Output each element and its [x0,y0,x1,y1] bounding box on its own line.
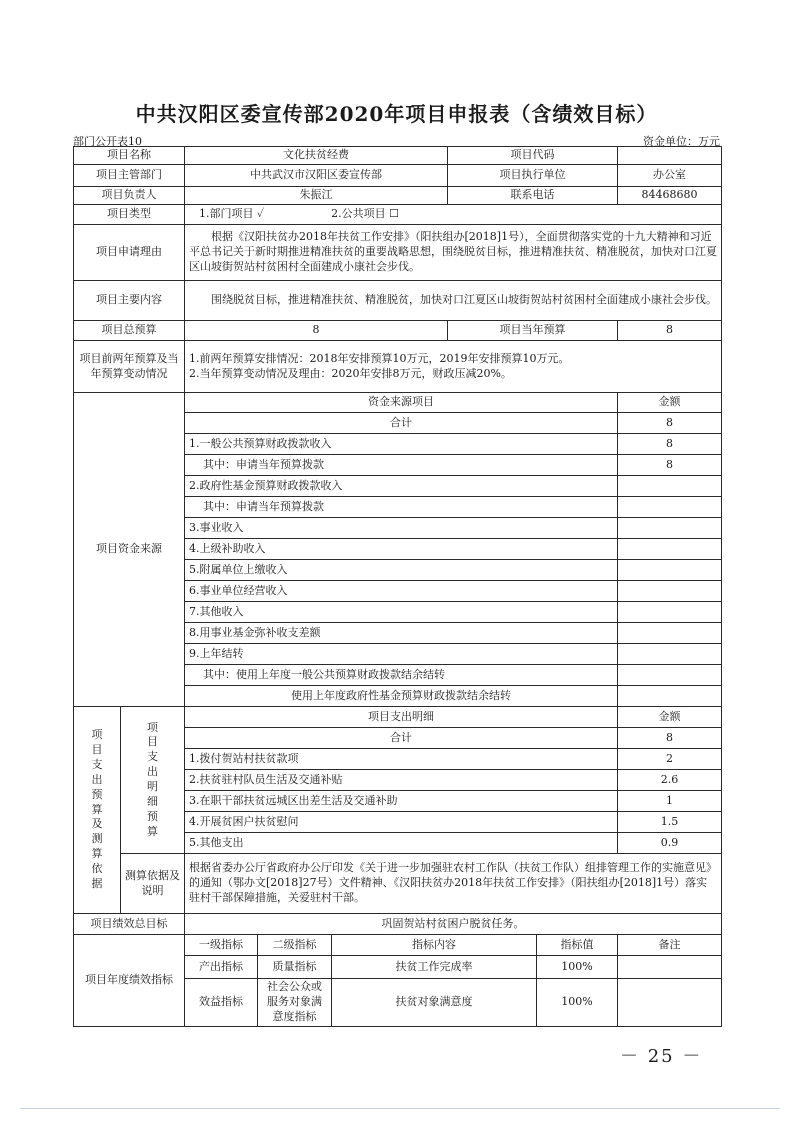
funding-item: 其中：使用上年度一般公共预算财政拨款结余结转 [185,665,618,686]
indicator-note [618,956,722,979]
value-total-budget: 8 [185,321,448,341]
indicator-header: 二级指标 [258,935,332,956]
funding-item: 合计 [185,413,618,434]
indicator-level2: 质量指标 [258,956,332,979]
funding-header-amount: 金额 [618,393,722,413]
expense-item: 合计 [185,728,618,749]
value-project-name: 文化扶贫经费 [185,147,448,165]
label-basis: 测算依据及说明 [121,854,185,914]
row-project-name [74,147,722,165]
label-year-budget: 项目当年预算 [448,321,618,341]
label-funding: 项目资金来源 [74,393,185,707]
indicator-note [618,979,722,1027]
indicator-content: 扶贫工作完成率 [332,956,537,979]
funding-amount [618,518,722,539]
funding-item: 3.事业收入 [185,518,618,539]
footer-divider [20,1108,780,1109]
expense-item: 3.在职干部扶贫远城区出差生活及交通补助 [185,791,618,812]
indicator-level2: 社会公众或服务对象满意度指标 [258,979,332,1027]
value-basis: 根据省委办公厅省政府办公厅印发《关于进一步加强驻农村工作队（扶贫工作队）组排管理工作的实施意见》的通知（鄂办文[2018]27号）文件精神、《汉阳扶贫办2018年扶贫工作安排》（阳扶组办[2018]1号）落实驻村干部保障措施，关爱驻村干部。 [185,854,722,914]
label-change: 项目前两年预算及当年预算变动情况 [74,341,185,393]
expense-amount: 2 [618,749,722,770]
funding-item: 4.上级补助收入 [185,539,618,560]
indicator-header: 指标值 [537,935,618,956]
funding-amount [618,539,722,560]
value-year-budget: 8 [618,321,722,341]
funding-amount: 8 [618,455,722,476]
indicator-value: 100% [537,956,618,979]
label-exec-unit: 项目执行单位 [448,165,618,187]
indicator-content: 扶贫对象满意度 [332,979,537,1027]
page-number: － 25 － [620,1046,703,1067]
funding-header-row [74,393,722,413]
funding-item: 7.其他收入 [185,602,618,623]
label-total-budget: 项目总预算 [74,321,185,341]
label-person: 项目负责人 [74,187,185,205]
value-reason: 根据《汉阳扶贫办2018年扶贫工作安排》（阳扶组办[2018]1号），全面贯彻落实党的十九大精神和习近平总书记关于新时期推进精准扶贫的重要战略思想，围绕脱贫目标，推进精准扶贫、精准脱贫，加快对口江夏区山坡街贺站村贫困村全面建成小康社会步伐。 [185,225,722,281]
funding-amount [618,581,722,602]
label-content: 项目主要内容 [74,281,185,321]
change-line-2: 2.当年预算变动情况及理由：2020年安排8万元，财政压减20%。 [189,366,512,380]
type-option-public: 2.公共项目 ☐ [331,207,399,221]
label-dept: 项目主管部门 [74,165,185,187]
label-type: 项目类型 [74,205,185,225]
funding-item: 8.用事业基金弥补收支差额 [185,623,618,644]
funding-amount [618,602,722,623]
project-form-table [73,146,722,1027]
row-budget [74,321,722,341]
funding-amount [618,644,722,665]
expense-amount: 1.5 [618,812,722,833]
type-option-dept: 1.部门项目 ✓ [199,207,265,221]
row-dept [74,165,722,187]
label-goal: 项目绩效总目标 [74,914,185,935]
row-change [74,341,722,393]
funding-amount: 8 [618,434,722,455]
value-type [185,205,722,225]
value-dept: 中共武汉市汉阳区委宣传部 [185,165,448,187]
funding-header-item: 资金来源项目 [185,393,618,413]
funding-amount: 8 [618,413,722,434]
funding-item: 1.一般公共预算财政拨款收入 [185,434,618,455]
expense-amount: 1 [618,791,722,812]
indicator-level1: 产出指标 [185,956,258,979]
label-expense-inner: 项目支出明细预算 [121,707,185,854]
value-goal: 巩固贺站村贫困户脱贫任务。 [185,914,722,935]
expense-amount: 0.9 [618,833,722,854]
expense-amount: 2.6 [618,770,722,791]
table-code: 部门公开表10 [73,135,142,148]
funding-amount [618,497,722,518]
expense-item: 5.其他支出 [185,833,618,854]
value-phone: 84468680 [618,187,722,205]
funding-amount [618,623,722,644]
value-change [185,341,722,393]
unit-label: 资金单位：万元 [643,135,720,148]
label-expense-outer: 项目支出预算及测算依据 [74,707,121,914]
funding-item: 9.上年结转 [185,644,618,665]
label-project-code: 项目代码 [448,147,618,165]
funding-item: 2.政府性基金预算财政拨款收入 [185,476,618,497]
funding-amount [618,476,722,497]
label-indicators: 项目年度绩效指标 [74,935,185,1027]
indicator-level1: 效益指标 [185,979,258,1027]
change-line-1: 1.前两年预算安排情况：2018年安排预算10万元，2019年安排预算10万元。 [189,351,570,365]
funding-amount [618,560,722,581]
indicator-header: 备注 [618,935,722,956]
indicator-header: 一级指标 [185,935,258,956]
label-phone: 联系电话 [448,187,618,205]
value-content: 围绕脱贫目标，推进精准扶贫、精准脱贫，加快对口江夏区山坡街贺站村贫困村全面建成小康社会步伐。 [185,281,722,321]
expense-amount: 8 [618,728,722,749]
expense-header-amount: 金额 [618,707,722,728]
label-project-name: 项目名称 [74,147,185,165]
indicator-header: 指标内容 [332,935,537,956]
row-person [74,187,722,205]
expense-item: 2.扶贫驻村队员生活及交通补贴 [185,770,618,791]
indicator-header-row [74,935,722,956]
row-type [74,205,722,225]
row-goal [74,914,722,935]
expense-header-item: 项目支出明细 [185,707,618,728]
row-content [74,281,722,321]
funding-item: 其中：申请当年预算拨款 [185,455,618,476]
expense-header-row [74,707,722,728]
funding-item: 其中：申请当年预算拨款 [185,497,618,518]
row-reason [74,225,722,281]
value-person: 朱振江 [185,187,448,205]
expense-item: 4.开展贫困户扶贫慰问 [185,812,618,833]
value-exec-unit: 办公室 [618,165,722,187]
value-project-code [618,147,722,165]
funding-item: 6.事业单位经营收入 [185,581,618,602]
page-title: 中共汉阳区委宣传部2020年项目申报表（含绩效目标） [135,102,658,126]
funding-item: 使用上年度政府性基金预算财政拨款结余结转 [185,686,618,707]
row-basis [74,854,722,914]
funding-amount [618,686,722,707]
indicator-value: 100% [537,979,618,1027]
funding-item: 5.附属单位上缴收入 [185,560,618,581]
label-reason: 项目申请理由 [74,225,185,281]
funding-amount [618,665,722,686]
expense-item: 1.拨付贺站村扶贫款项 [185,749,618,770]
